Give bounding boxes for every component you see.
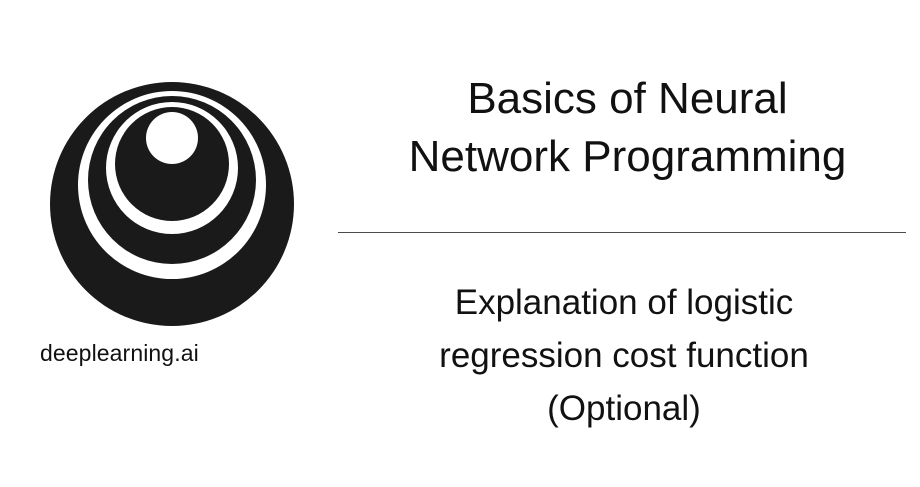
- subtitle-line-3: (Optional): [547, 389, 701, 428]
- subtitle-line-2: regression cost function: [439, 336, 809, 375]
- concentric-rings-logo-icon: [48, 80, 296, 328]
- title-line-1: Basics of Neural: [467, 74, 788, 123]
- divider: [338, 232, 906, 233]
- title-line-2: Network Programming: [408, 132, 847, 181]
- brand-text: deeplearning.ai: [40, 340, 199, 366]
- slide-subtitle: [340, 276, 908, 435]
- slide-title: [340, 70, 915, 186]
- subtitle-line-1: Explanation of logistic: [454, 283, 794, 322]
